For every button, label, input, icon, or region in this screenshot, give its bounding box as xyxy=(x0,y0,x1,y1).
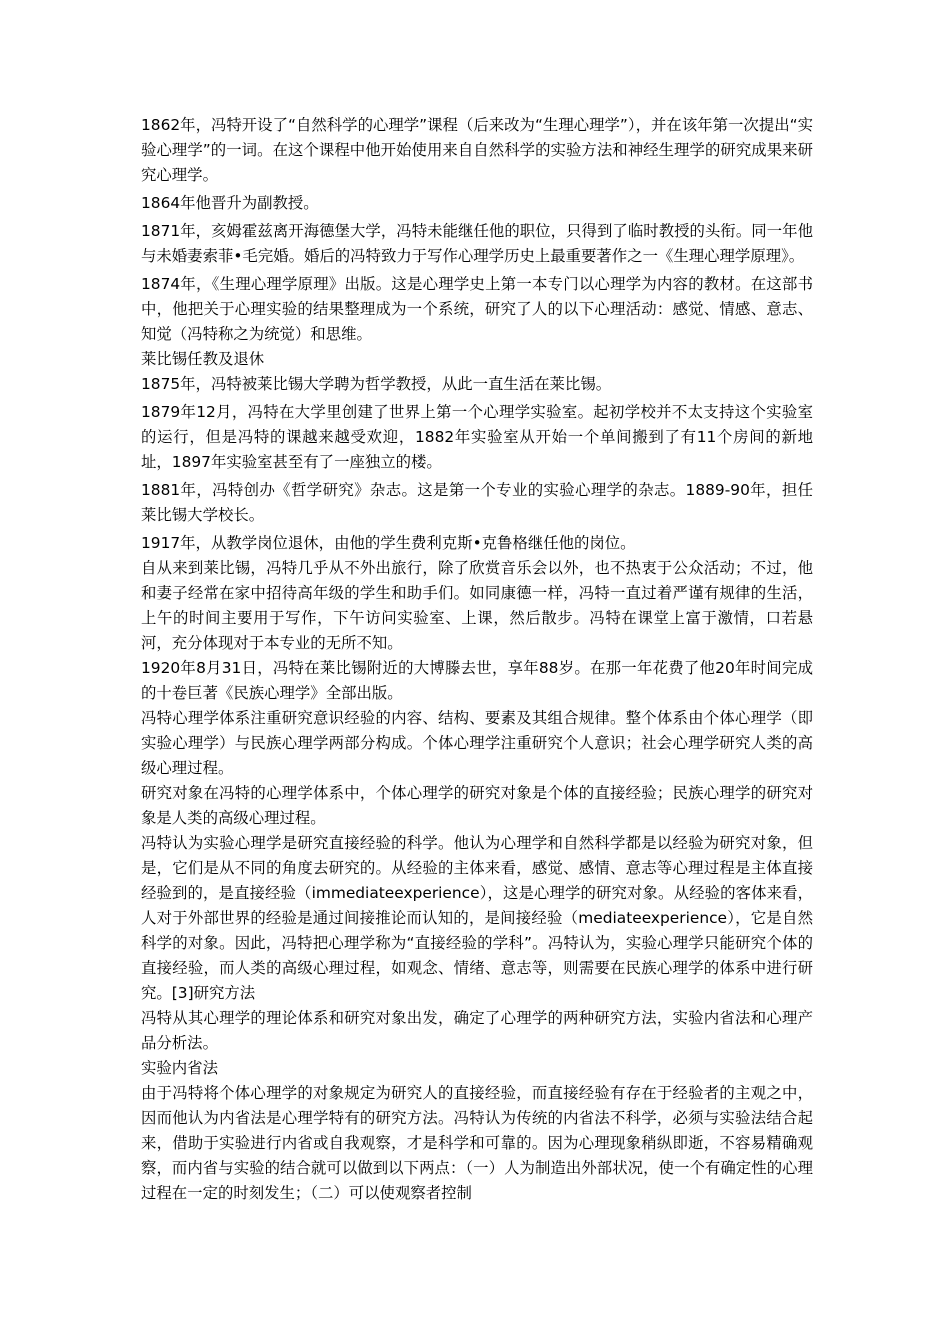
paragraph-1875: 1875年，冯特被莱比锡大学聘为哲学教授，从此一直生活在莱比锡。 xyxy=(141,375,612,393)
section-heading-introspection: 实验内省法 xyxy=(141,1059,218,1077)
paragraph-methods: 冯特从其心理学的理论体系和研究对象出发，确定了心理学的两种研究方法，实验内省法和心理产品分析法。 xyxy=(141,1009,813,1052)
paragraph-leipzig-life: 自从来到莱比锡，冯特几乎从不外出旅行，除了欣赏音乐会以外，也不热衷于公众活动；不过，他和妻子经常在家中招待高年级的学生和助手们。如同康德一样，冯特一直过着严谨有规律的生活，上午的时间主要用于写作，下午访问实验室、上课，然后散步。冯特在课堂上富于激情，口若悬河，充分体现对于本专业的无所不知。 xyxy=(141,559,813,652)
paragraph-1862: 1862年，冯特开设了“自然科学的心理学”课程（后来改为“生理心理学”），并在该年第一次提出“实验心理学”的一词。在这个课程中他开始使用来自自然科学的实验方法和神经生理学的研究成果来研究心理学。 xyxy=(141,116,813,184)
paragraph-direct-experience: 冯特认为实验心理学是研究直接经验的科学。他认为心理学和自然科学都是以经验为研究对象，但是，它们是从不同的角度去研究的。从经验的主体来看，感觉、感情、意志等心理过程是主体直接经验到的，是直接经验（immediateexperience），这是心理学的研究对象。从经验的客体来看，人对于外部世界的经验是通过间接推论而认知的，是间接经验（mediateexperience），它是自然科学的对象。因此，冯特把心理学称为“直接经验的学科”。冯特认为，实验心理学只能研究个体的直接经验，而人类的高级心理过程，如观念、情绪、意志等，则需要在民族心理学的体系中进行研究。[3]研究方法 xyxy=(141,834,813,1002)
paragraph-system: 冯特心理学体系注重研究意识经验的内容、结构、要素及其组合规律。整个体系由个体心理学（即实验心理学）与民族心理学两部分构成。个体心理学注重研究个人意识；社会心理学研究人类的高级心理过程。 xyxy=(141,709,813,777)
section-heading-leipzig: 莱比锡任教及退休 xyxy=(141,350,265,368)
paragraph-1871: 1871年，亥姆霍兹离开海德堡大学，冯特未能继任他的职位，只得到了临时教授的头衔。同一年他与未婚妻索菲•毛完婚。婚后的冯特致力于写作心理学历史上最重要著作之一《生理心理学原理》。 xyxy=(141,222,813,265)
paragraph-1917: 1917年，从教学岗位退休，由他的学生费利克斯•克鲁格继任他的岗位。 xyxy=(141,534,636,552)
paragraph-1874: 1874年，《生理心理学原理》出版。这是心理学史上第一本专门以心理学为内容的教材。在这部书中，他把关于心理实验的结果整理成为一个系统，研究了人的以下心理活动：感觉、情感、意志、知觉（冯特称之为统觉）和思维。 xyxy=(141,275,813,343)
paragraph-1881: 1881年，冯特创办《哲学研究》杂志。这是第一个专业的实验心理学的杂志。1889-90年，担任莱比锡大学校长。 xyxy=(141,481,813,524)
paragraph-introspection: 由于冯特将个体心理学的对象规定为研究人的直接经验，而直接经验有存在于经验者的主观之中，因而他认为内省法是心理学特有的研究方法。冯特认为传统的内省法不科学，必须与实验法结合起来，借助于实验进行内省或自我观察，才是科学和可靠的。因为心理现象稍纵即逝，不容易精确观察，而内省与实验的结合就可以做到以下两点：（一）人为制造出外部状况，使一个有确定性的心理过程在一定的时刻发生；（二）可以使观察者控制 xyxy=(141,1084,813,1202)
document-body xyxy=(141,113,813,1206)
paragraph-1864: 1864年他晋升为副教授。 xyxy=(141,194,319,212)
paragraph-research-object: 研究对象在冯特的心理学体系中，个体心理学的研究对象是个体的直接经验；民族心理学的研究对象是人类的高级心理过程。 xyxy=(141,784,813,827)
paragraph-1879: 1879年12月，冯特在大学里创建了世界上第一个心理学实验室。起初学校并不太支持这个实验室的运行，但是冯特的课越来越受欢迎，1882年实验室从开始一个单间搬到了有11个房间的新地址，1897年实验室甚至有了一座独立的楼。 xyxy=(141,403,813,471)
paragraph-1920: 1920年8月31日，冯特在莱比锡附近的大博滕去世，享年88岁。在那一年花费了他20年时间完成的十卷巨著《民族心理学》全部出版。 xyxy=(141,659,813,702)
